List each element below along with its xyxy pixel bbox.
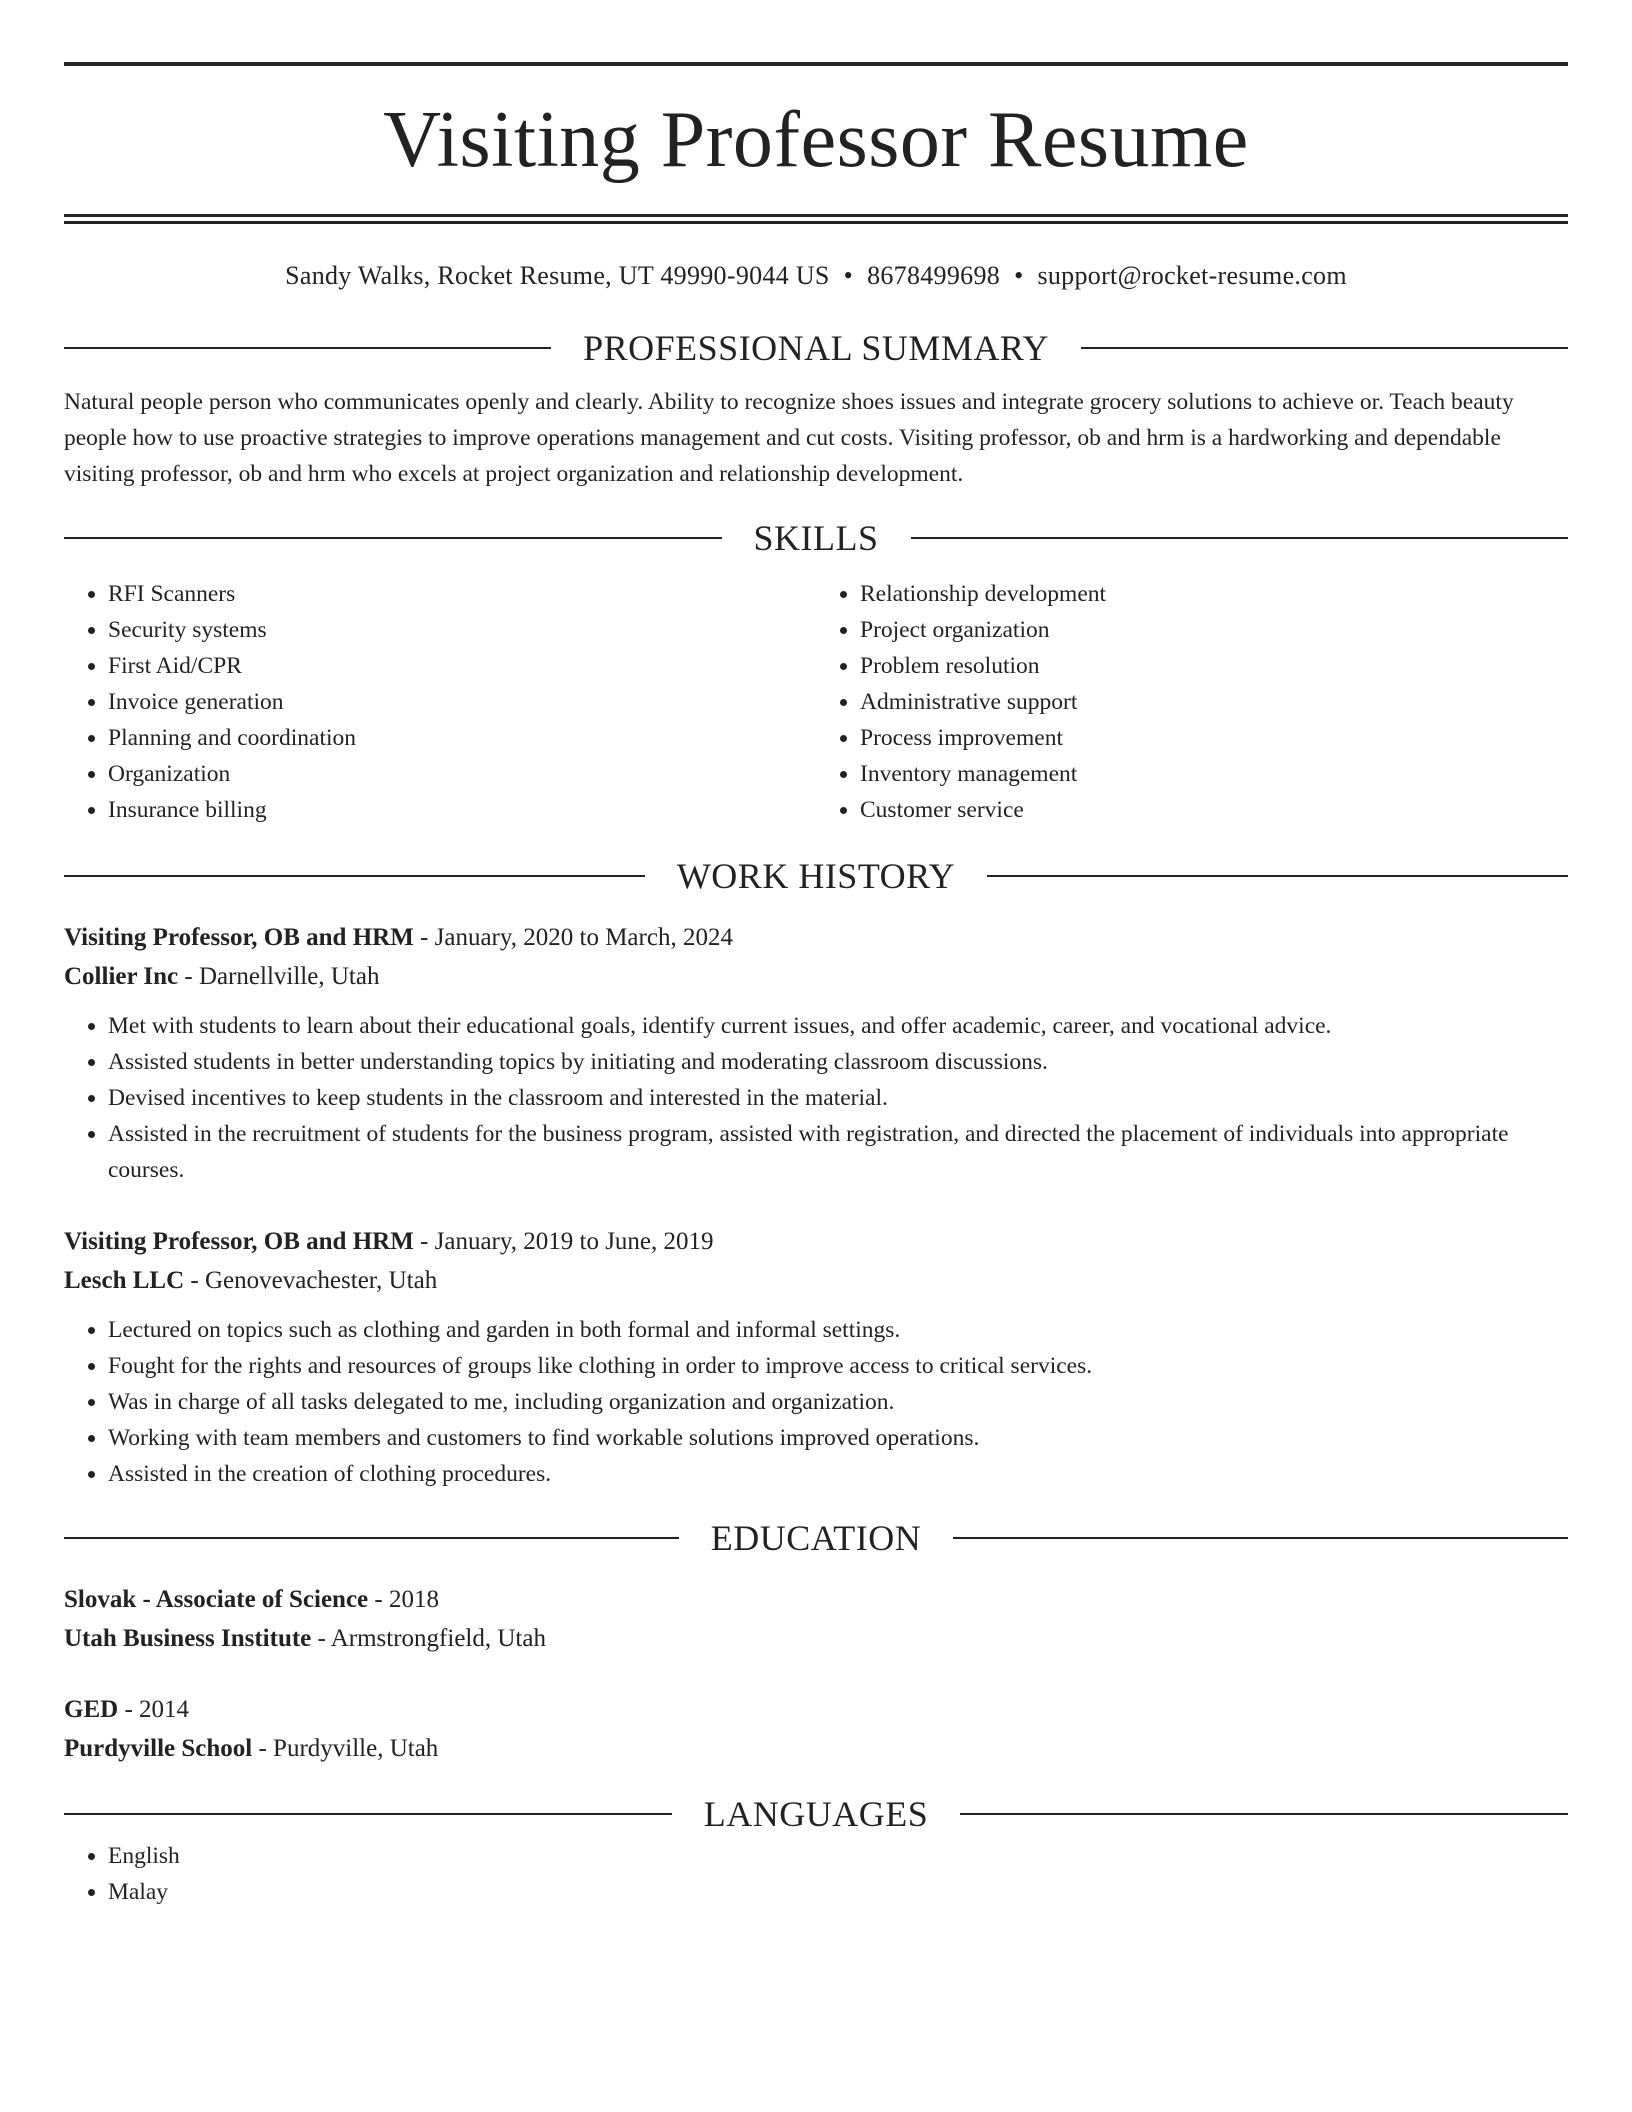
- section-header-skills: [64, 514, 1568, 562]
- contact-line: [64, 258, 1568, 294]
- contact-separator: •: [1014, 261, 1024, 290]
- section-title-summary: PROFESSIONAL SUMMARY: [583, 328, 1049, 368]
- section-title-languages: LANGUAGES: [703, 1794, 929, 1834]
- section-header-summary: [64, 324, 1568, 372]
- job-location: - Genovevachester, Utah: [184, 1267, 438, 1294]
- education-location: - Armstrongfield, Utah: [311, 1625, 546, 1652]
- section-title-education: EDUCATION: [710, 1518, 922, 1558]
- skill-item: • Process improvement: [860, 720, 1568, 756]
- education-entry: [64, 1580, 1568, 1658]
- skill-item: • Insurance billing: [108, 792, 816, 828]
- job-dates: - January, 2020 to March, 2024: [413, 924, 733, 951]
- job-entry: [64, 1222, 1568, 1492]
- section-title-work: WORK HISTORY: [676, 856, 956, 896]
- section-rule: [64, 347, 551, 349]
- skill-item: • Organization: [108, 756, 816, 792]
- education-degree-line: [64, 1690, 1568, 1729]
- contact-email: support@rocket-resume.com: [1037, 261, 1347, 290]
- education-location: - Purdyville, Utah: [252, 1735, 439, 1762]
- education-school-line: [64, 1619, 1568, 1658]
- section-rule: [960, 1813, 1568, 1815]
- skills-list-right: [816, 576, 1568, 828]
- job-bullet: • Assisted in the creation of clothing procedures.: [108, 1456, 1568, 1492]
- job-bullet: • Working with team members and customers to find workable solutions improved operations.: [108, 1420, 1568, 1456]
- job-title: Visiting Professor, OB and HRM: [64, 924, 414, 951]
- job-bullets: [64, 1312, 1568, 1492]
- job-bullets: [64, 1008, 1568, 1188]
- job-company-line: [64, 1261, 1568, 1300]
- section-rule: [64, 1813, 672, 1815]
- skill-item: • Project organization: [860, 612, 1568, 648]
- section-rule: [1081, 347, 1568, 349]
- contact-address: Sandy Walks, Rocket Resume, UT 49990-9044 US: [285, 261, 830, 290]
- skill-item: • First Aid/CPR: [108, 648, 816, 684]
- section-title-skills: SKILLS: [753, 518, 879, 558]
- summary-text: Natural people person who communicates openly and clearly. Ability to recognize shoes issues and integrate grocery solutions to achieve or. Teach beauty people how to use proactive strategies to improve operations management and cut costs. Visiting professor, ob and hrm is a hardworking and dependable visiting professor, ob and hrm who excels at project organization and relationship development.: [64, 389, 1514, 487]
- education-year: - 2014: [118, 1696, 190, 1723]
- job-bullet: • Assisted students in better understanding topics by initiating and moderating classroom discussions.: [108, 1044, 1568, 1080]
- skill-item: • Invoice generation: [108, 684, 816, 720]
- job-company: Collier Inc: [64, 963, 179, 990]
- education-school: Purdyville School: [64, 1735, 253, 1762]
- job-bullet: • Devised incentives to keep students in the classroom and interested in the material.: [108, 1080, 1568, 1116]
- section-rule: [64, 875, 645, 877]
- job-title-line: [64, 918, 1568, 957]
- contact-separator: •: [843, 261, 854, 290]
- skill-item: • Inventory management: [860, 756, 1568, 792]
- skill-item: • Customer service: [860, 792, 1568, 828]
- job-bullet: • Was in charge of all tasks delegated to me, including organization and organization.: [108, 1384, 1568, 1420]
- skill-item: • Relationship development: [860, 576, 1568, 612]
- section-rule: [987, 875, 1568, 877]
- job-company-line: [64, 957, 1568, 996]
- section-header-education: [64, 1514, 1568, 1562]
- skill-item: • Administrative support: [860, 684, 1568, 720]
- job-company: Lesch LLC: [64, 1267, 185, 1294]
- job-dates: - January, 2019 to June, 2019: [413, 1228, 714, 1255]
- job-bullet: • Met with students to learn about their educational goals, identify current issues, and offer academic, career, and vocational advice.: [108, 1008, 1568, 1044]
- skill-item: • Security systems: [108, 612, 816, 648]
- education-school: Utah Business Institute: [64, 1625, 312, 1652]
- education-entry: [64, 1690, 1568, 1768]
- education-school-line: [64, 1729, 1568, 1768]
- section-rule: [64, 1537, 679, 1539]
- job-title: Visiting Professor, OB and HRM: [64, 1228, 414, 1255]
- language-item: • English: [108, 1838, 1568, 1874]
- skill-item: • Planning and coordination: [108, 720, 816, 756]
- job-entry: [64, 918, 1568, 1188]
- languages-list: [64, 1838, 1568, 1910]
- education-degree-line: [64, 1580, 1568, 1619]
- skill-item: • RFI Scanners: [108, 576, 816, 612]
- job-location: - Darnellville, Utah: [178, 963, 380, 990]
- education-year: - 2018: [368, 1586, 439, 1613]
- title-double-rule: [64, 214, 1568, 224]
- job-bullet: • Assisted in the recruitment of students for the business program, assisted with registration, and directed the placement of individuals into appropriate courses.: [108, 1116, 1568, 1188]
- education-degree: Slovak - Associate of Science: [64, 1586, 369, 1613]
- section-rule: [64, 537, 722, 539]
- section-header-languages: [64, 1790, 1568, 1838]
- job-bullet: • Lectured on topics such as clothing and garden in both formal and informal settings.: [108, 1312, 1568, 1348]
- section-header-work: [64, 852, 1568, 900]
- education-degree: GED: [64, 1696, 119, 1723]
- section-rule: [911, 537, 1569, 539]
- job-bullet: • Fought for the rights and resources of groups like clothing in order to improve access to critical services.: [108, 1348, 1568, 1384]
- contact-phone: 8678499698: [867, 261, 1001, 290]
- page-title: Visiting Professor Resume: [383, 96, 1249, 184]
- section-rule: [953, 1537, 1568, 1539]
- job-title-line: [64, 1222, 1568, 1261]
- skills-list-left: [64, 576, 816, 828]
- skill-item: • Problem resolution: [860, 648, 1568, 684]
- skills-columns: [64, 576, 1568, 828]
- language-item: • Malay: [108, 1874, 1568, 1910]
